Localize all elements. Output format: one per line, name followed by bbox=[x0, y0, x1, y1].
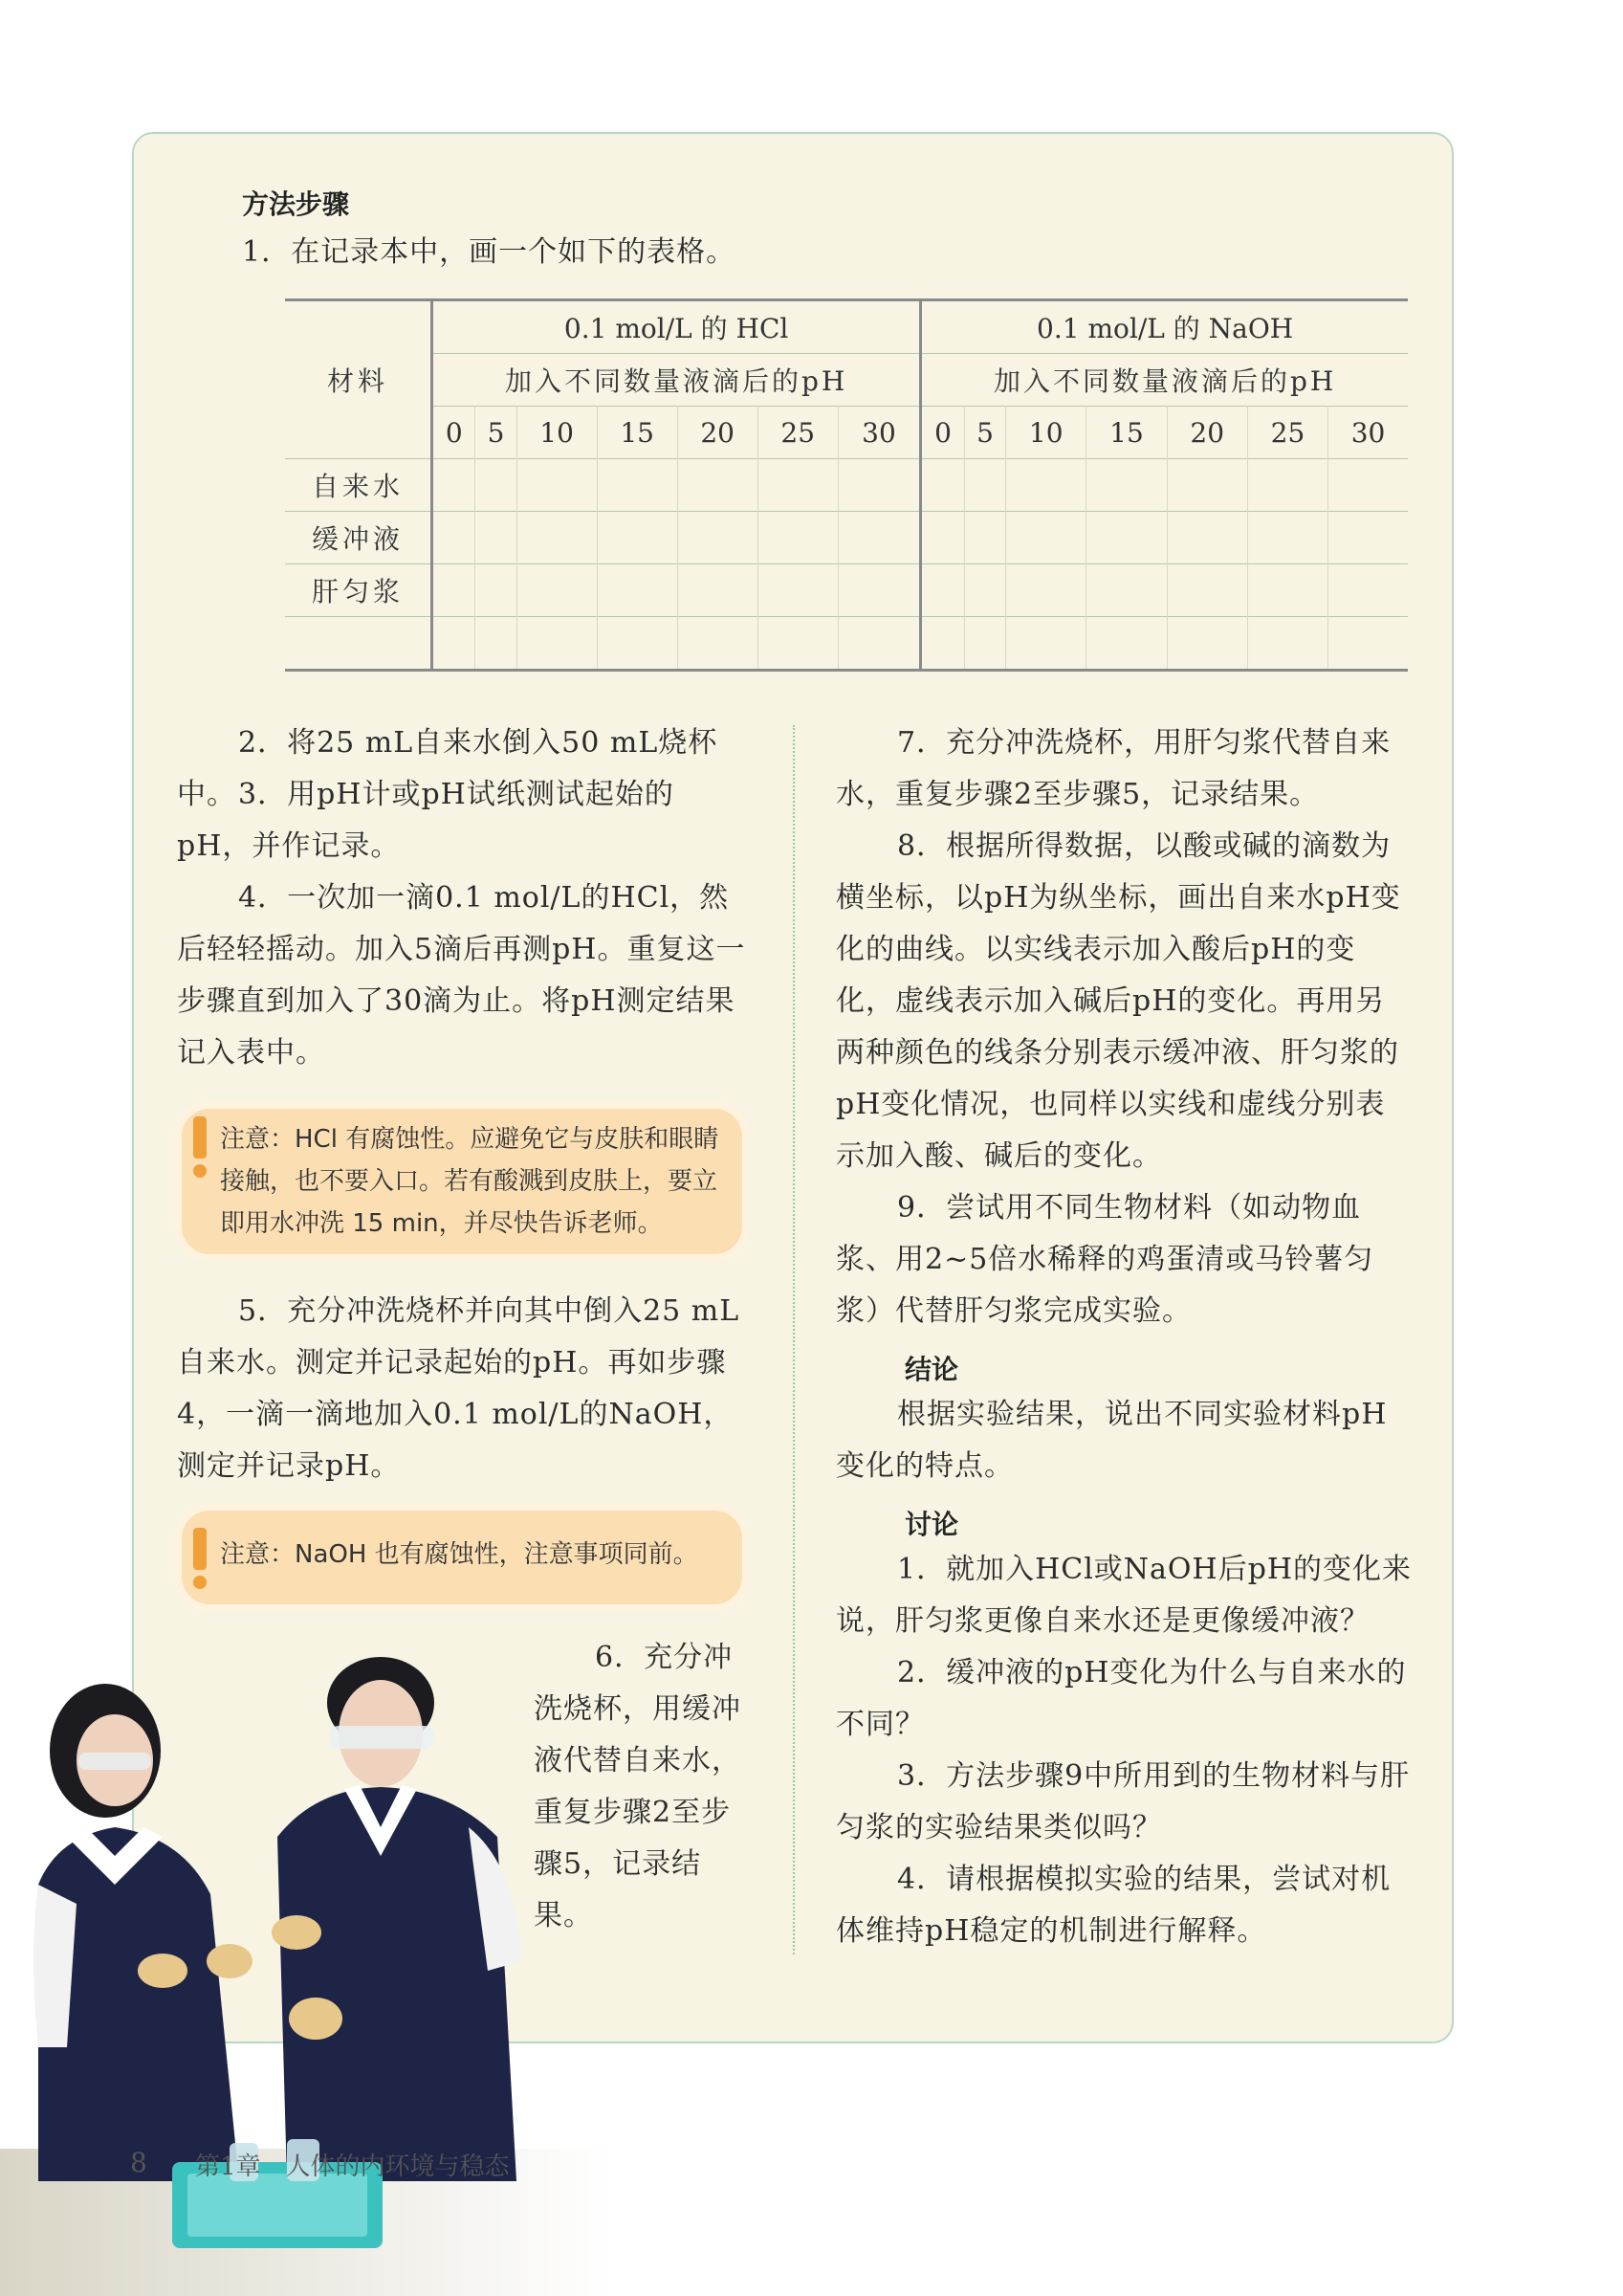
ph-value-cell bbox=[432, 564, 475, 617]
ph-value-cell bbox=[677, 564, 757, 617]
drop-count-header: 25 bbox=[757, 407, 838, 459]
ph-value-cell bbox=[1086, 459, 1167, 512]
discussion-q2: 2．缓冲液的pH变化为什么与自来水的不同？ bbox=[836, 1656, 1407, 1741]
ph-value-cell bbox=[964, 617, 1005, 671]
ph-value-cell bbox=[1167, 459, 1247, 512]
ph-value-cell bbox=[1247, 459, 1327, 512]
ph-value-cell bbox=[921, 459, 965, 512]
drop-count-header: 20 bbox=[677, 407, 757, 459]
hcl-subheader: 加入不同数量液滴后的pH bbox=[432, 354, 921, 407]
ph-value-cell bbox=[1328, 617, 1408, 671]
record-table bbox=[285, 298, 1408, 672]
step-7: 7．充分冲洗烧杯，用肝匀浆代替自来水，重复步骤2至步骤5，记录结果。 bbox=[836, 726, 1392, 811]
chapter-title: 第1章 人体的内环境与稳态 bbox=[195, 2152, 510, 2181]
column-divider bbox=[793, 725, 795, 1954]
step-4: 4．一次加一滴0.1 mol/L的HCl，然后轻轻摇动。加入5滴后再测pH。重复这一步骤直到加入了30滴为止。将pH测定结果记入表中。 bbox=[177, 881, 746, 1070]
exclamation-icon bbox=[189, 1116, 212, 1178]
ph-value-cell bbox=[475, 564, 516, 617]
discussion-q1: 1．就加入HCl或NaOH后pH的变化来说，肝匀浆更像自来水还是更像缓冲液？ bbox=[836, 1553, 1413, 1638]
page-number: 8 bbox=[130, 2147, 147, 2178]
ph-value-cell bbox=[516, 512, 597, 564]
ph-value-cell bbox=[432, 459, 475, 512]
step-8: 8．根据所得数据，以酸或碱的滴数为横坐标，以pH为纵坐标，画出自来水pH变化的曲线。以实线表示加入酸后pH的变化，虚线表示加入碱后pH的变化。再用另两种颜色的线条分别表示缓冲液、肝匀浆的pH变化情况，也同样以实线和虚线分别表示加入酸、碱后的变化。 bbox=[836, 829, 1401, 1173]
ph-value-cell bbox=[516, 617, 597, 671]
ph-value-cell bbox=[1247, 617, 1327, 671]
exclamation-icon bbox=[189, 1528, 212, 1589]
material-label bbox=[285, 617, 432, 671]
ph-value-cell bbox=[516, 459, 597, 512]
hcl-header: 0.1 mol/L 的 HCl bbox=[432, 300, 921, 354]
ph-value-cell bbox=[1086, 564, 1167, 617]
step-9: 9．尝试用不同生物材料（如动物血浆、用2~5倍水稀释的鸡蛋清或马铃薯匀浆）代替肝匀浆完成实验。 bbox=[836, 1191, 1374, 1328]
ph-value-cell bbox=[475, 512, 516, 564]
ph-value-cell bbox=[677, 459, 757, 512]
ph-value-cell bbox=[921, 617, 965, 671]
table-row bbox=[285, 617, 1408, 671]
ph-value-cell bbox=[1247, 512, 1327, 564]
naoh-subheader: 加入不同数量液滴后的pH bbox=[921, 354, 1408, 407]
ph-value-cell bbox=[838, 512, 921, 564]
ph-value-cell bbox=[1086, 512, 1167, 564]
ph-value-cell bbox=[964, 512, 1005, 564]
material-label: 缓冲液 bbox=[285, 512, 432, 564]
ph-value-cell bbox=[1328, 512, 1408, 564]
drop-count-header: 0 bbox=[921, 407, 965, 459]
ph-value-cell bbox=[964, 564, 1005, 617]
discussion-q3: 3．方法步骤9中所用到的生物材料与肝匀浆的实验结果类似吗？ bbox=[836, 1759, 1411, 1844]
ph-value-cell bbox=[597, 617, 677, 671]
table-row bbox=[285, 459, 1408, 512]
students-experiment-photo bbox=[0, 1645, 612, 2296]
ph-value-cell bbox=[921, 564, 965, 617]
ph-value-cell bbox=[1006, 459, 1086, 512]
material-header: 材料 bbox=[285, 300, 432, 459]
step-5: 5．充分冲洗烧杯并向其中倒入25 mL自来水。测定并记录起始的pH。再如步骤4，一滴一滴地加入0.1 mol/L的NaOH，测定并记录pH。 bbox=[177, 1294, 740, 1483]
drop-count-header: 15 bbox=[597, 407, 677, 459]
drop-count-header: 10 bbox=[1006, 407, 1086, 459]
ph-value-cell bbox=[838, 459, 921, 512]
ph-value-cell bbox=[757, 459, 838, 512]
ph-value-cell bbox=[1006, 564, 1086, 617]
ph-value-cell bbox=[1006, 617, 1086, 671]
step-2: 2．将25 mL自来水倒入50 mL烧杯中。 bbox=[177, 726, 718, 811]
drop-count-header: 30 bbox=[838, 407, 921, 459]
ph-value-cell bbox=[677, 617, 757, 671]
drop-count-header: 25 bbox=[1247, 407, 1327, 459]
drop-count-header: 15 bbox=[1086, 407, 1167, 459]
discussion-q4: 4．请根据模拟实验的结果，尝试对机体维持pH稳定的机制进行解释。 bbox=[836, 1863, 1392, 1948]
step-1: 1．在记录本中，画一个如下的表格。 bbox=[242, 235, 736, 269]
ph-value-cell bbox=[1247, 564, 1327, 617]
caution-note-hcl bbox=[175, 1102, 749, 1261]
drop-count-header: 5 bbox=[475, 407, 516, 459]
step-3: 3．用pH计或pH试纸测试起始的pH，并作记录。 bbox=[177, 778, 674, 863]
ph-value-cell bbox=[1167, 564, 1247, 617]
ph-value-cell bbox=[757, 564, 838, 617]
ph-value-cell bbox=[921, 512, 965, 564]
ph-value-cell bbox=[757, 512, 838, 564]
ph-value-cell bbox=[432, 512, 475, 564]
ph-value-cell bbox=[677, 512, 757, 564]
naoh-header: 0.1 mol/L 的 NaOH bbox=[921, 300, 1408, 354]
ph-value-cell bbox=[757, 617, 838, 671]
ph-value-cell bbox=[964, 459, 1005, 512]
ph-value-cell bbox=[475, 617, 516, 671]
table-row bbox=[285, 564, 1408, 617]
drop-count-header: 30 bbox=[1328, 407, 1408, 459]
ph-value-cell bbox=[432, 617, 475, 671]
ph-value-cell bbox=[1167, 512, 1247, 564]
step-6: 6．充分冲洗烧杯，用缓冲液代替自来水，重复步骤2至步骤5，记录结果。 bbox=[534, 1641, 741, 1932]
ph-value-cell bbox=[838, 617, 921, 671]
method-heading: 方法步骤 bbox=[242, 188, 350, 220]
ph-value-cell bbox=[516, 564, 597, 617]
ph-value-cell bbox=[597, 459, 677, 512]
caution-note-naoh bbox=[175, 1504, 749, 1611]
drop-count-header: 10 bbox=[516, 407, 597, 459]
material-label: 自来水 bbox=[285, 459, 432, 512]
ph-value-cell bbox=[1086, 617, 1167, 671]
drop-count-header: 5 bbox=[964, 407, 1005, 459]
caution-text-hcl: 注意：HCl 有腐蚀性。应避免它与皮肤和眼睛接触，也不要入口。若有酸溅到皮肤上，要立即用水冲洗 15 min，并尽快告诉老师。 bbox=[220, 1125, 719, 1238]
table-row bbox=[285, 512, 1408, 564]
ph-value-cell bbox=[1328, 564, 1408, 617]
ph-value-cell bbox=[838, 564, 921, 617]
drop-count-header: 20 bbox=[1167, 407, 1247, 459]
material-label: 肝匀浆 bbox=[285, 564, 432, 617]
drop-count-header: 0 bbox=[432, 407, 475, 459]
discussion-heading: 讨论 bbox=[905, 1509, 959, 1540]
ph-value-cell bbox=[597, 564, 677, 617]
ph-value-cell bbox=[1328, 459, 1408, 512]
ph-value-cell bbox=[1167, 617, 1247, 671]
ph-value-cell bbox=[1006, 512, 1086, 564]
conclusion-heading: 结论 bbox=[905, 1354, 959, 1385]
caution-text-naoh: 注意：NaOH 也有腐蚀性，注意事项同前。 bbox=[220, 1540, 698, 1569]
conclusion-text: 根据实验结果，说出不同实验材料pH变化的特点。 bbox=[836, 1398, 1388, 1483]
ph-value-cell bbox=[475, 459, 516, 512]
ph-value-cell bbox=[597, 512, 677, 564]
